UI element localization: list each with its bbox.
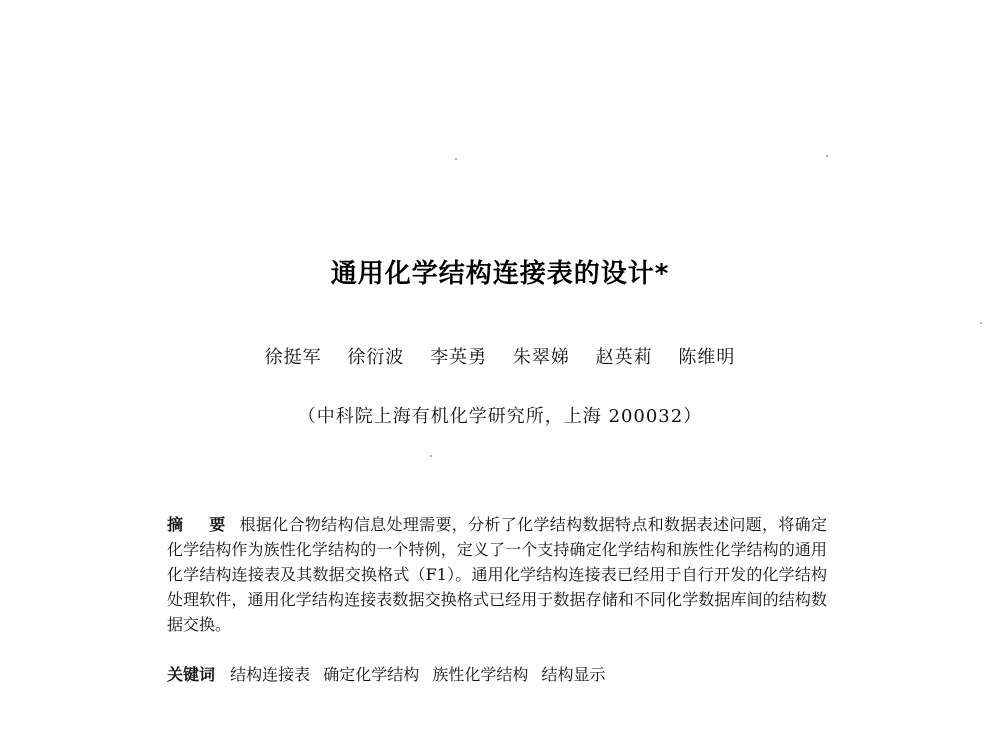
keyword: 结构连接表 [230, 665, 311, 684]
paper-title: 通用化学结构连接表的设计* [330, 259, 670, 289]
scan-speck [455, 158, 457, 160]
abstract-label: 摘 要 [167, 515, 236, 534]
author-name: 徐衍波 [347, 347, 405, 368]
abstract-text: 根据化合物结构信息处理需要，分析了化学结构数据特点和数据表述问题，将确定化学结构作为族性化学结构的一个特例，定义了一个支持确定化学结构和族性化学结构的通用化学结构连接表及其数据交换格式（F1）。通用化学结构连接表已经用于自行开发的化学结构处理软件，通用化学结构连接表数据交换格式已经用于数据存储和不同化学数据库间的结构数据交换。 [167, 515, 827, 634]
author-list [0, 343, 1000, 369]
scan-speck [826, 155, 828, 157]
author-name: 徐挺军 [264, 347, 322, 368]
scan-speck [430, 455, 432, 457]
author-name: 陈维明 [678, 347, 736, 368]
abstract [167, 512, 827, 637]
author-name: 李英勇 [430, 347, 488, 368]
keyword: 族性化学结构 [432, 665, 529, 684]
keywords-label: 关键词 [167, 665, 216, 684]
author-name: 朱翠娣 [512, 347, 570, 368]
keywords [167, 662, 827, 687]
author-name: 赵英莉 [595, 347, 653, 368]
keyword: 结构显示 [541, 665, 606, 684]
scan-speck [980, 322, 982, 324]
keyword: 确定化学结构 [323, 665, 420, 684]
affiliation: （中科院上海有机化学研究所，上海 200032） [297, 406, 703, 427]
